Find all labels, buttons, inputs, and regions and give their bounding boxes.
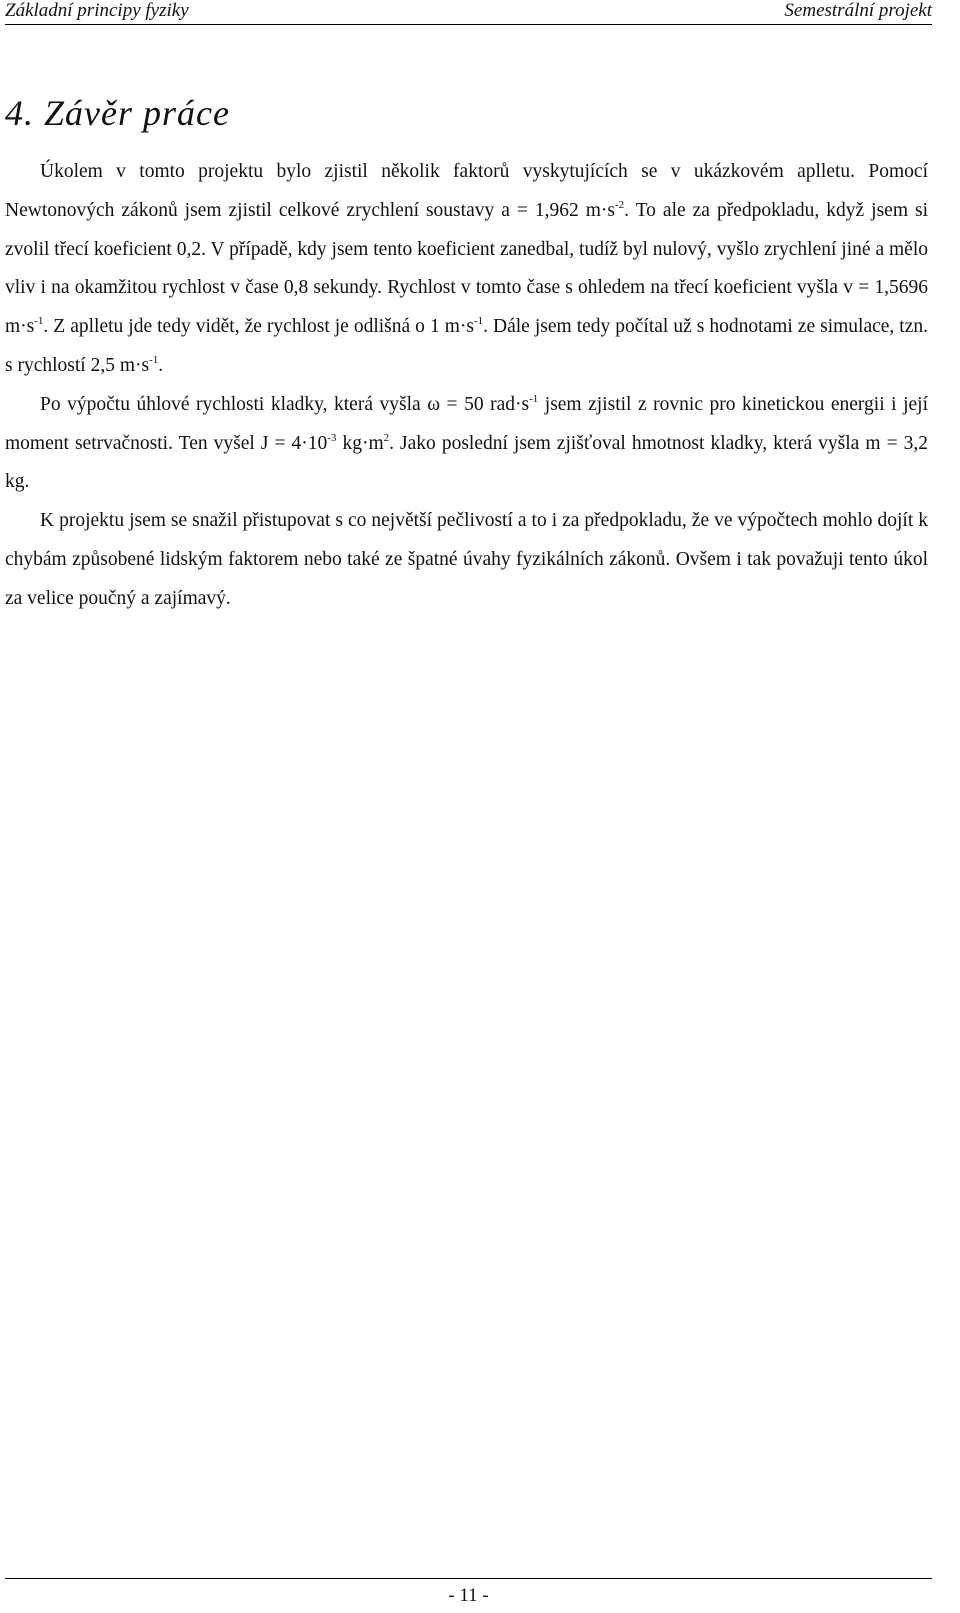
page-footer — [5, 1578, 932, 1607]
page-header — [5, 0, 932, 25]
body-text — [5, 153, 928, 619]
header-course-title: Základní principy fyziky — [5, 0, 189, 21]
paragraph-results-pulley: Po výpočtu úhlové rychlosti kladky, která vyšla ω = 50 $rad\cdot s^{-1}$ jsem zjistil z rovnic pro kinetickou energii i její moment setrvačnosti. Ten vyšel $J = 4\cdot 10^{-3}$ $kg\cdot m^2$. Jako poslední jsem zjišťoval hmotnost kladky, která vyšla m = 3,2 kg. — [5, 392, 928, 493]
header-document-type: Semestrální projekt — [784, 0, 932, 21]
section-title: 4. Závěr práce — [5, 93, 230, 133]
paragraph-results-acceleration: Úkolem v tomto projektu bylo zjistil několik faktorů vyskytujících se v ukázkovém aplletu. Pomocí Newtonových zákonů jsem zjistil celkové zrychlení soustavy a = 1,962 $m\cdot s^{-2}$. To ale za předpokladu, když jsem si zvolil třecí koeficient 0,2. V případě, kdy jsem tento koeficient zanedbal, tudíž byl nulový, vyšlo zrychlení jiné a mělo vliv i na okamžitou rychlost v čase 0,8 sekundy. Rychlost v tomto čase s ohledem na třecí koeficient vyšla v = 1,5696 $m\cdot s^{-1}$. Z aplletu jde tedy vidět, že rychlost je odlišná o 1 $m\cdot s^{-1}$. Dále jsem tedy počítal už s hodnotami ze simulace, tzn. s rychlostí 2,5 $m\cdot s^{-1}$. — [5, 161, 928, 376]
paragraph-conclusion: K projektu jsem se snažil přistupovat s co největší pečlivostí a to i za předpokladu, že ve výpočtech mohlo dojít k chybám způsobené lidským faktorem nebo také ze špatné úvahy fyzikálních zákonů. Ovšem i tak považuji tento úkol za velice poučný a zajímavý. — [5, 510, 928, 609]
page-number: - 11 - — [448, 1585, 489, 1606]
